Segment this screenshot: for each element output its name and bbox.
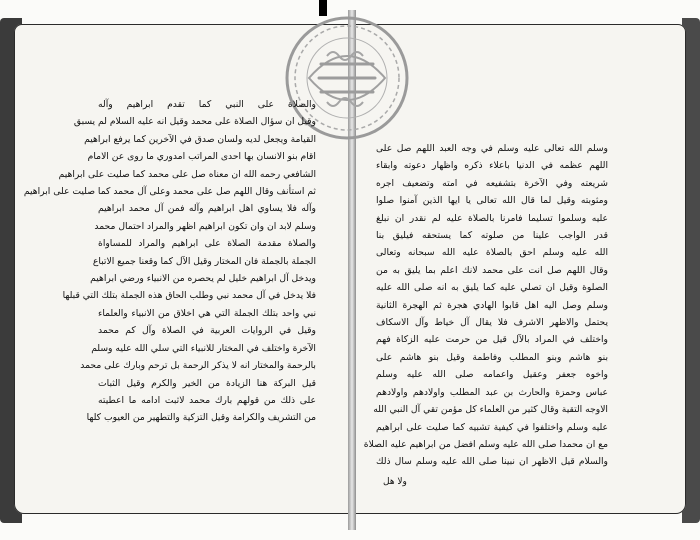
right-page-text-line: الصلوة وقيل ان تصلي عليه كما يليق به انه صلى الله عليه [376, 282, 608, 294]
right-page-text [363, 140, 608, 471]
left-page-text-line: الشافعي رحمه الله ان معناه صل على محمد كما صليت على ابراهيم [58, 168, 316, 180]
left-page-text-line: فلا يدخل في آل محمد نبي وطلب الحاق هذه الجملة بتلك التي قبلها [62, 290, 316, 302]
right-page-text-line: والسلام قيل الاظهر ان نبينا صلى الله عليه وسلم سال ذلك [376, 456, 608, 468]
right-page-text-line: واختلف في المراد بالآل قيل من حرمت عليه الزكاة فهم [376, 334, 608, 346]
right-page-text-line: وسلم الله تعالى عليه وسلم في وجه العبد اللهم صل على [376, 143, 608, 154]
left-page-text-line: وسلم لابد ان وان تكون ابراهيم اظهر والمراد احتمال محمد [94, 220, 316, 232]
catchword: ولا هل [383, 477, 407, 487]
right-page-text-line: شريعته وفي الآخرة بتشفيعه في امته وتضعيف اجره [376, 177, 608, 189]
right-page-text-line: واخوه جعفر وعقيل واعمامه صلى الله عليه وسلم [376, 369, 608, 381]
left-page-text-line: وقيل في الروايات العربية في الصلاة وآل كم محمد [98, 325, 316, 337]
left-page-text-line: ويدخل آل ابراهيم خليل لم يحصره من الانبياء ورضي ابراهيم [90, 273, 316, 285]
left-page-text-line: نبي واحد بتلك الجملة التي هي اخلاق من الانبياء والعلماء [98, 307, 316, 319]
left-page-text-line: الآخرة واختلف في المختار للانبياء التي سلي الله عليه وسلم [91, 342, 316, 354]
right-page-text-line: اللهم عظمه في الدنيا باعلاء ذكره واظهار دعوته وابقاء [376, 160, 608, 172]
right-page-text-line: وقال اللهم صل انت على محمد لانك اعلم بما يليق به من [376, 264, 608, 276]
right-page-text-line: بنو هاشم وبنو المطلب وفاطمة وقيل بنو هاشم على [376, 351, 608, 363]
right-page-text-line: الله عليه وسلم احق بالصلاة عليه الله سبحانه وتعالى [376, 247, 608, 259]
right-page-text-line: عليه وسلموا تسليما فامرنا بالصلاة عليه لم نقدر ان نبلغ [376, 212, 608, 224]
left-page-text-line: اقام بنو الانسان بها احدى المراتب امدوري ما روى عن الامام [87, 151, 316, 163]
left-page-text-line: وقيل ان سؤال الصلاة على محمد وقيل انه عليه السلام لم يسبق [73, 116, 316, 128]
left-page-text-line: الجملة بالجملة فان المختار وقيل الآل كما وقعنا جميع الاتباع [92, 255, 316, 267]
right-page-text-line: عليه وسلم واختلفوا في كيفية تشبيه كما صليت على ابراهيم [376, 421, 608, 433]
left-page-text [23, 96, 316, 427]
left-page-text-line: ثم استأنف وقال اللهم صل على محمد وعلى آل محمد كما صليت على ابراهيم [23, 186, 316, 198]
left-page-text-line: على ذلك من قولهم بارك محمد لاثبت ادامه ما اعطيته [98, 394, 316, 406]
right-page-text-line: عباس وحمزة والحارث بن عبد المطلب واولادهم واولادهم [376, 386, 608, 398]
right-page-text-line: مع ان محمدا صلى الله عليه وسلم افضل من ابراهيم عليه الصلاة [363, 438, 608, 450]
left-page-text-line: والصلاة مقدمة الصلاة على ابراهيم والمراد للمساواة [98, 238, 316, 250]
right-page-text-line: وسلم وصل اليه اهل قابوا الهادي هجرة ثم الهجرة الثانية [376, 299, 608, 311]
left-page-text-line: من التشريف والكرامة وقيل التزكية والتطهير من العيوب كلها [86, 412, 316, 424]
right-page-text-line: قدر الواجب علينا من صلوته كما يستحقه فيليق بنا [376, 230, 608, 242]
right-page-text-line: ومثوبته وقيل لما قال الله تعالى يا ايها الذين آمنوا صلوا [376, 195, 608, 207]
left-page-text-line: القيامة ويجعل لديه ولسان صدق في الآخرين كما يرفع ابراهيم [84, 133, 316, 145]
left-page-text-line: والصلاة على النبي كما تقدم ابراهيم وآله [98, 99, 316, 110]
right-page-text-line: الاوجه التقية وقال كثير من العلماء كل مؤمن تقي آل النبي الله [373, 404, 608, 416]
left-page-text-line: قيل البركة هنا الزيادة من الخير والكرم وقيل الثبات [98, 377, 316, 389]
left-page-text-line: بالرحمة والمختار انه لا يذكر الرحمة بل ترحم وبارك على محمد [80, 360, 316, 372]
right-page-text-line: يحتمل والاظهر الاشرف فلا يقال آل خياط وآل الاسكاف [376, 317, 608, 329]
left-page-text-line: وآله فلا يساوي اهل ابراهيم وآله فمن آل محمد ابراهيم [98, 203, 316, 215]
